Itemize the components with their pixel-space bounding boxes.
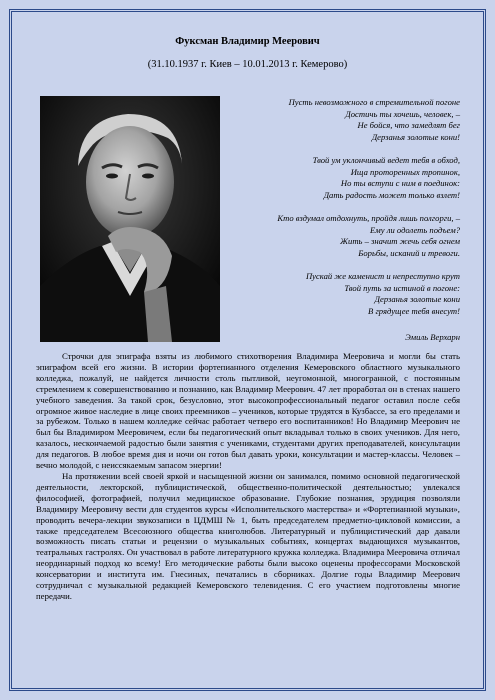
poem-line: Твой ум уклончивый ведет тебя в обход, <box>312 154 460 165</box>
poem-line: Дать радость может только взлет! <box>323 189 460 200</box>
paragraph: На протяжении всей своей яркой и насыщенной жизни он занимался, помимо основной педагогической деятельности, лекторской, публицистической, общественно-политической деятельностью; увлекался философией, фотографией, получил медицинское образование. Глубокие познания, эрудиция позволяли Владимиру Мееровичу вести для студентов курсы «Исполнительского мастерства» и «Фортепианной музыки», проводить вечера-лекции звукозаписи в ЦДМШ № 1, быть председателем предметно-цикловой комиссии, а также председателем Всесоюзного общества книголюбов. Литературный и публицистический дар давали возможность писать статьи и рецензии о музыкальных событиях, концертах выдающихся музыкантов, театральных гастролях. Он участвовал в работе литературного кружка колледжа. Владимира Мееровича отличал неординарный подход ко всему! Его методические работы были высоко оценены профессорами Московской консерватории и института им. Гнесиных, печатались в сборниках. Долгие годы Владимир Меерович сотрудничал с музыкальной редакцией Кемеровского телевидения. С его участием подготовлены многие передачи. <box>36 470 460 601</box>
poem-line: Ему ли одолеть подъем? <box>370 224 460 235</box>
poem-line: В грядущее тебя внесут! <box>368 305 460 316</box>
poem-author: Эмиль Верхарн <box>405 332 460 342</box>
portrait-photo <box>40 96 220 342</box>
poem-line: Не бойся, что замедлят бег <box>357 120 460 131</box>
poem-stanza <box>228 155 460 201</box>
poem-line: Пускай же каменист и непреступно крут <box>305 270 460 281</box>
poem-line: Достичь ты хочешь, человек, – <box>345 108 460 119</box>
paragraph: Строчки для эпиграфа взяты из любимого стихотворения Владимира Мееровича и могли бы стать эпиграфом всей его жизни. В истории фортепианного отделения Кемеровского областного музыкального колледжа, пожалуй, не найдется личности столь пытливой, неугомонной, многогранной, с постоянным стремлением к совершенствованию и познанию, как Владимир Меерович. 47 лет проработал он в стенах нашего учебного заведения. За такой срок, безусловно, этот высокопрофессиональный педагог оставил после себя огромное живое наследие в лице своих преемников – учеников, которые трудятся в Кузбассе, за его пределами и за рубежом. Только в нашем колледже сейчас работает четверо его воспитанников! Но Владимир Меерович не был бы Владимиром Мееровичем, если бы педагогический опыт вкладывал только в своих учеников. Для него, казалось, нескончаемой радостью были занятия с учениками, студентами других преподавателей, консультации для педагогов. В любое время дня и ночи он готов был давать уроки, консультации и мастер-классы. Человек – вечно молодой, с неиссякаемым запасом энергии! <box>36 351 460 471</box>
poem-line: Но ты вступи с ним в поединок: <box>340 178 460 189</box>
poem-stanza <box>228 213 460 259</box>
poem-stanza <box>228 97 460 143</box>
poem-line: Борьбы, исканий и тревоги. <box>358 247 460 258</box>
poem-stanza <box>228 271 460 317</box>
poem-line: Пусть невозможного в стремительной погоне <box>288 97 460 107</box>
poem-line: Дерзанья золотые кони <box>374 294 460 305</box>
epigraph-poem <box>228 97 460 329</box>
poem-line: Кто вздумал отдохнуть, пройдя лишь полгорги, – <box>277 212 460 223</box>
poem-line: Твой путь за истиной в погоне: <box>344 282 460 293</box>
poem-line: Дерзанья золотые кони! <box>371 131 460 142</box>
poem-line: Ища проторенных тропинок, <box>350 166 460 177</box>
biography-text <box>36 351 460 602</box>
life-dates: (31.10.1937 г. Киев – 10.01.2013 г. Кемерово) <box>147 59 348 70</box>
poem-line: Жить – значит жечь себя огнем <box>340 236 460 247</box>
page-title: Фуксман Владимир Меерович <box>175 36 320 47</box>
